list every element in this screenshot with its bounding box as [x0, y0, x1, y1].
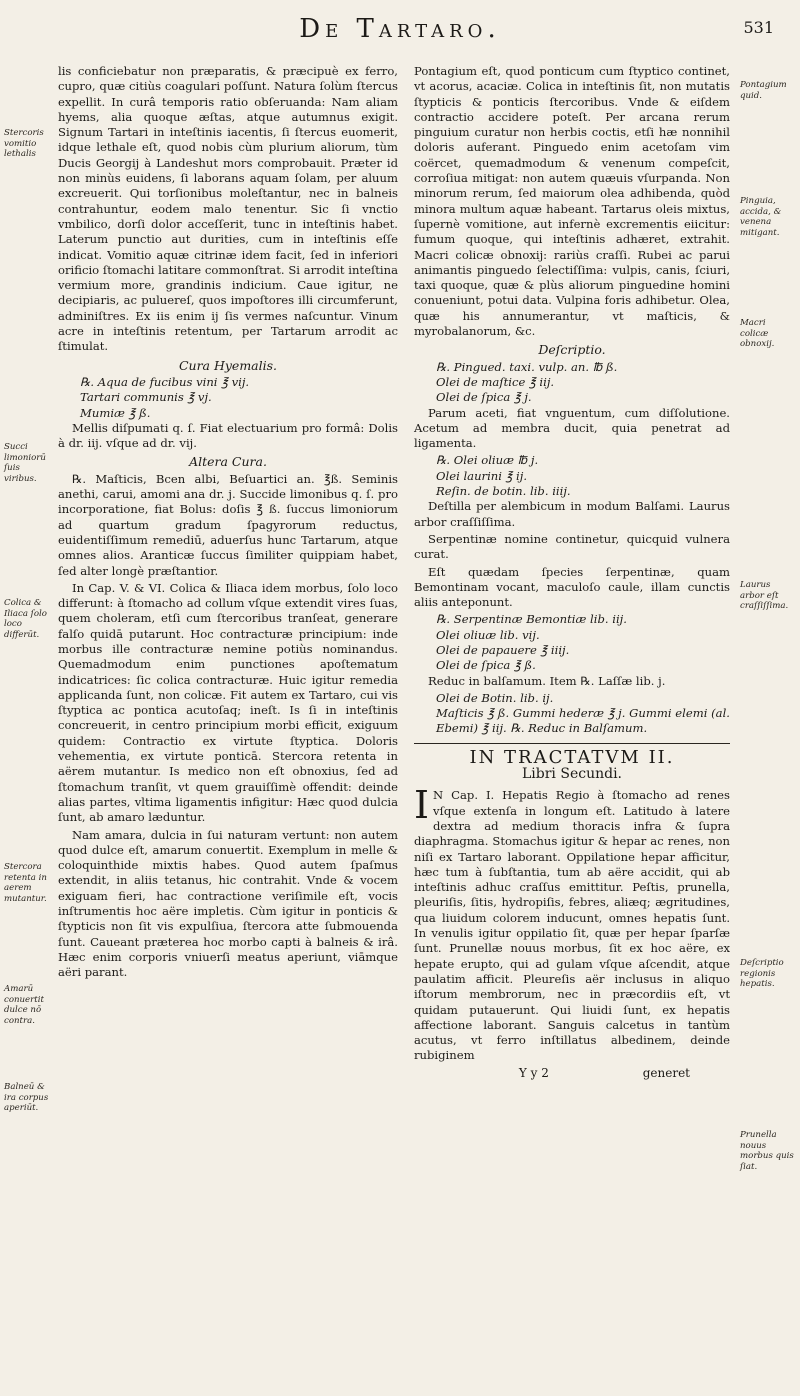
recipe: [414, 612, 730, 673]
catchword: generet: [642, 1065, 690, 1080]
section-heading: Deſcriptio.: [538, 342, 606, 358]
margin-note-left: Colica & Iliaca ſolo loco differūt.: [4, 598, 47, 640]
margin-note-left: Stercoris vomitio lethalis: [4, 128, 44, 159]
right-column: [414, 64, 730, 1081]
margin-note-left: Stercora retenta in aerem mutantur.: [4, 862, 47, 904]
recipe-line: Maſticis ℥ ß. Gummi hederæ ℥ j. Gummi elemi (al. Ebemi) ℥ iij. ℞. Reduc in Balſamum.: [436, 706, 730, 736]
paragraph: Nam amara, dulcia in ſui naturam vertunt: non autem quod dulce eſt, amarum conuertit. Exemplum in melle & coloquinthide mixtis habes. Quod autem ſpaſmus extendit, in aliis tetanus, hic contrahit. Vnde & vocem exiguam fieri, hac contractione veriſimile eſt, vocis inſtrumentis hoc aëre impletis. Cùm igitur in ponticis & ſtypticis non ſit vis expulſiua, ſtercora atte ſubmouenda ſunt. Caueant præterea hoc morbo capti à balneis & irâ. Hæc enim corporis vniuerſi meatus aperiunt, viāmque aëri parant.: [58, 827, 398, 980]
margin-note-right: Prunella nouus morbus quis ſiat.: [740, 1130, 794, 1172]
recipe-line: Tartari communis ℥ vj.: [80, 390, 212, 405]
paragraph-text: N Cap. I. Hepatis Regio à ſtomacho ad renes vſque extenſa in longum eſt. Latitudo à latere dextra ad medium thoracis infra & ſupra diaphragma. Stomachus igitur & hepar ac renes, non niſi ex Tartaro laborant. Oppilatione hepar afficitur, hæc tum à ſubſtantia, tum ab aëre accidit, qui ab inteſtinis adhuc craſſus emittitur. Peſtis, prunella, pleuriſis, ſitis, hydropiſis, febres, aliæq; ægritudines, qua liuidum colorem inducunt, omnes hepatis ſunt. In venulis igitur oppilatio ſit, quæ per hepar ſparſæ ſunt. Prunellæ nouus morbus, ſit ex hoc aëre, ex hepate erupto, qui ad gulam vſque aſcendit, atque paulatim afficit. Pleureſis aër inclusus in aliquo iſtorum membrorum, nec in præcordiis eſt, vt quidam putauerunt. Qui liuidi ſunt, ex hepatis affectione laborant. Sanguis calcetus in tantùm acutus, vt ferro inſtillatus albedinem, deinde rubiginem: [414, 788, 730, 1063]
page-number: 531: [743, 18, 774, 37]
recipe: [414, 360, 730, 406]
recipe-line: Olei oliuæ lib. vij.: [436, 627, 540, 642]
recipe-line: Olei de papauere ℥ iiij.: [436, 642, 570, 657]
section-heading: Cura Hyemalis.: [178, 357, 278, 373]
signature-line: [414, 1066, 730, 1081]
recipe-line: Olei de ſpica ℥ ß.: [436, 658, 536, 673]
margin-note-right: Macri colicæ obnoxij.: [740, 318, 775, 349]
recipe: [414, 453, 730, 499]
margin-note-left: Amarū conuertit dulce nō contra.: [4, 984, 44, 1026]
running-title: De Tartaro.: [299, 14, 501, 44]
paragraph: Reduc in balſamum. Item ℞. Laſſæ lib. j.: [428, 673, 666, 688]
left-column: [58, 64, 398, 983]
recipe-line: Olei de Botin. lib. ij.: [436, 690, 554, 705]
recipe-line: ℞. Serpentinæ Bemontiæ lib. iij.: [436, 612, 627, 627]
recipe-line: ℞. Aqua de fucibus vini ℥ vij.: [80, 374, 250, 389]
section-heading: Altera Cura.: [189, 454, 267, 470]
recipe: [414, 691, 730, 737]
margin-note-right: Pontagium quid.: [740, 80, 787, 101]
recipe-line: Olei de maſtice ℥ iij.: [436, 374, 555, 389]
divider-rule: [414, 743, 730, 744]
signature-mark: Y y 2: [518, 1065, 549, 1080]
margin-note-left: Balneū & ira corpus aperiūt.: [4, 1082, 49, 1113]
recipe-line: Olei laurini ℥ ij.: [436, 468, 528, 483]
margin-note-right: Deſcriptio regionis hepatis.: [740, 958, 784, 989]
tract-subtitle: Libri Secundi.: [522, 766, 622, 783]
margin-note-left: Succi limoniorū ſuis viribus.: [4, 442, 46, 484]
paragraph: In Cap. V. & VI. Colica & Iliaca idem morbus, ſolo loco differunt: à ſtomacho ad collum vſque extendit vires ſuas, quem choleram, etſi cum ſtercoribus tranſeat, generare falſo quidā putarunt. Hoc contracturæ principium: inde morbus ille contracturæ nemine potiùs nominandus. Quemadmodum enim punctiones apoſtematum indicatrices: ſic colica contracturæ. Huic igitur remedia applicanda ſunt, non colicæ. Fit autem ex Tartaro, cui vis ſtyptica ac pontica acutoſaq; ineſt. Is ſi in inteſtinis concreuerit, in centro principium morbi efficit, exiguum quidem: Contractio ex virtute ſtyptica. Doloris vehementia, ex virtute ponticā. Stercora retenta in aërem mutantur. Is medico non eſt obnoxius, ſed ad ſtomachum tranſit, vt quem grauiſſimè offendit: deinde alias partes, vltima ligamentis infigitur: Hæc quod dulcia ſunt, ab amaro læduntur.: [58, 580, 398, 825]
recipe: [58, 375, 398, 421]
recipe-line: Mumiæ ℥ ß.: [80, 405, 151, 420]
recipe-line: Olei de ſpica ℥ j.: [436, 390, 532, 405]
recipe-line: Reſin. de botin. lib. iiij.: [436, 484, 571, 499]
paragraph: Eſt quædam ſpecies ſerpentinæ, quam Bemontinam vocant, maculoſo caule, illam cunctis aliis anteponunt.: [414, 564, 730, 610]
recipe-line: ℞. Pingued. taxi. vulp. an. ℔ ß.: [436, 359, 618, 374]
paragraph: Deſtilla per alembicum in modum Balſami. Laurus arbor craſſiſſima.: [414, 499, 730, 529]
paragraph: Mellis diſpumati q. ſ. Fiat electuarium pro formâ: Dolis à dr. iij. vſque ad dr. vij.: [58, 420, 398, 451]
paragraph: Parum aceti, fiat vnguentum, cum diſſolutione. Acetum ad membra ducit, quia penetrat ad ligamenta.: [414, 405, 730, 451]
drop-cap: I: [414, 783, 430, 828]
margin-note-right: Laurus arbor eſt craſſiſſima.: [740, 580, 789, 611]
paragraph: Serpentinæ nomine continetur, quicquid vulnera curat.: [414, 531, 730, 562]
paragraph: Pontagium eſt, quod ponticum cum ſtyptico continet, vt acorus, acaciæ. Colica in inteſtinis ſit, non mutatis ſtypticis & ponticis ſtercoribus. Vnde & eiſdem contractio accidere poteſt. Per arcana rerum pinguium curatur non herbis coctis, etſi hæ nonnihil doloris auferant. Pinguedo enim acetoſam vim coërcet, quemadmodum & venenum compeſcit, corroſiua mitigat: non autem quæuis vſurpanda. Non minorum rerum, ſed maiorum olea adhibenda, quòd minora multum aquæ habeant. Tartarus oleis mixtus, ſupernè vomitione, aut infernè excrementis eiicitur: fumum quoque, qui inteſtinis adhæret, extrahit. Macri colicæ obnoxij: rariùs craſſi. Rubei ac parui animantis pinguedo ſelectiſſima: vulpis, canis, ſciuri, taxi quoque, quæ & plùs aliorum pinguedine homini conueniunt, potui data. Vulpina foris adhibetur. Olea, quæ his annumerantur, vt maſticis, & myrobalanorum, &c.: [414, 64, 730, 339]
page-header: [0, 14, 800, 50]
margin-note-right: Pinguia, accida, & venena mitigant.: [740, 196, 782, 238]
paragraph: ℞. Maſticis, Bcen albi, Beſuartici an. ℥ß. Seminis anethi, carui, amomi ana dr. j. Succide limonibus q. ſ. pro incorporatione, fiat Bolus: doſis ℥ ß. ſuccus limoniorum ad quartum gradum ſpagyrorum reductus, euidentiſſimum remediū, aduerſus hunc Tartarum, atque omnes alios. Aranticæ ſuccus ſimiliter quippiam habet, ſed alter longè præſtantior.: [58, 471, 398, 578]
recipe-line: ℞. Olei oliuæ ℔ j.: [436, 453, 539, 468]
tract-title: IN TRACTATVM II.: [469, 746, 675, 768]
paragraph: lis conficiebatur non præparatis, & præcipuè ex ferro, cupro, quæ citiùs coagulari poſſunt. Natura ſolùm ſtercus expellit. In curâ temporis ratio obſeruanda: Nam aliam hyems, alia quoque æſtas, atque autumnus exigit. Signum Tartari in inteſtinis iacentis, ſi ſtercus euomerit, idque lethale eſt, quod nobis cùm plurium aliorum, tùm Ducis Georgij à Landeshut mors comprobauit. Præter id non minùs euidens, ſi laborans aquam ſolam, per aluum excreuerit. Qui torſionibus moleſtantur, nec in balneis contrahuntur, eodem malo tenentur. Sic ſi vnctio vmbilico, dorſi dolor acceſſerit, tunc in inteſtinis habet. Laterum punctio aut durities, cum in inteſtinis eſſe indicat. Vomitio aquæ citrinæ idem facit, ſed in inferiori orificio ſtomachi latitare commonſtrat. Si arrodit inteſtina vermium more, grandinis indicium. Caue igitur, ne decipiaris, ac puluereſ, quos impoſtores illi circumferunt, adminiſtres. Ex iis enim ij ſis vermes naſcuntur. Vinum acre in inteſtinis retentum, per Tartarum arrodit ac ſtimulat.: [58, 64, 398, 354]
paragraph: [414, 783, 730, 1063]
